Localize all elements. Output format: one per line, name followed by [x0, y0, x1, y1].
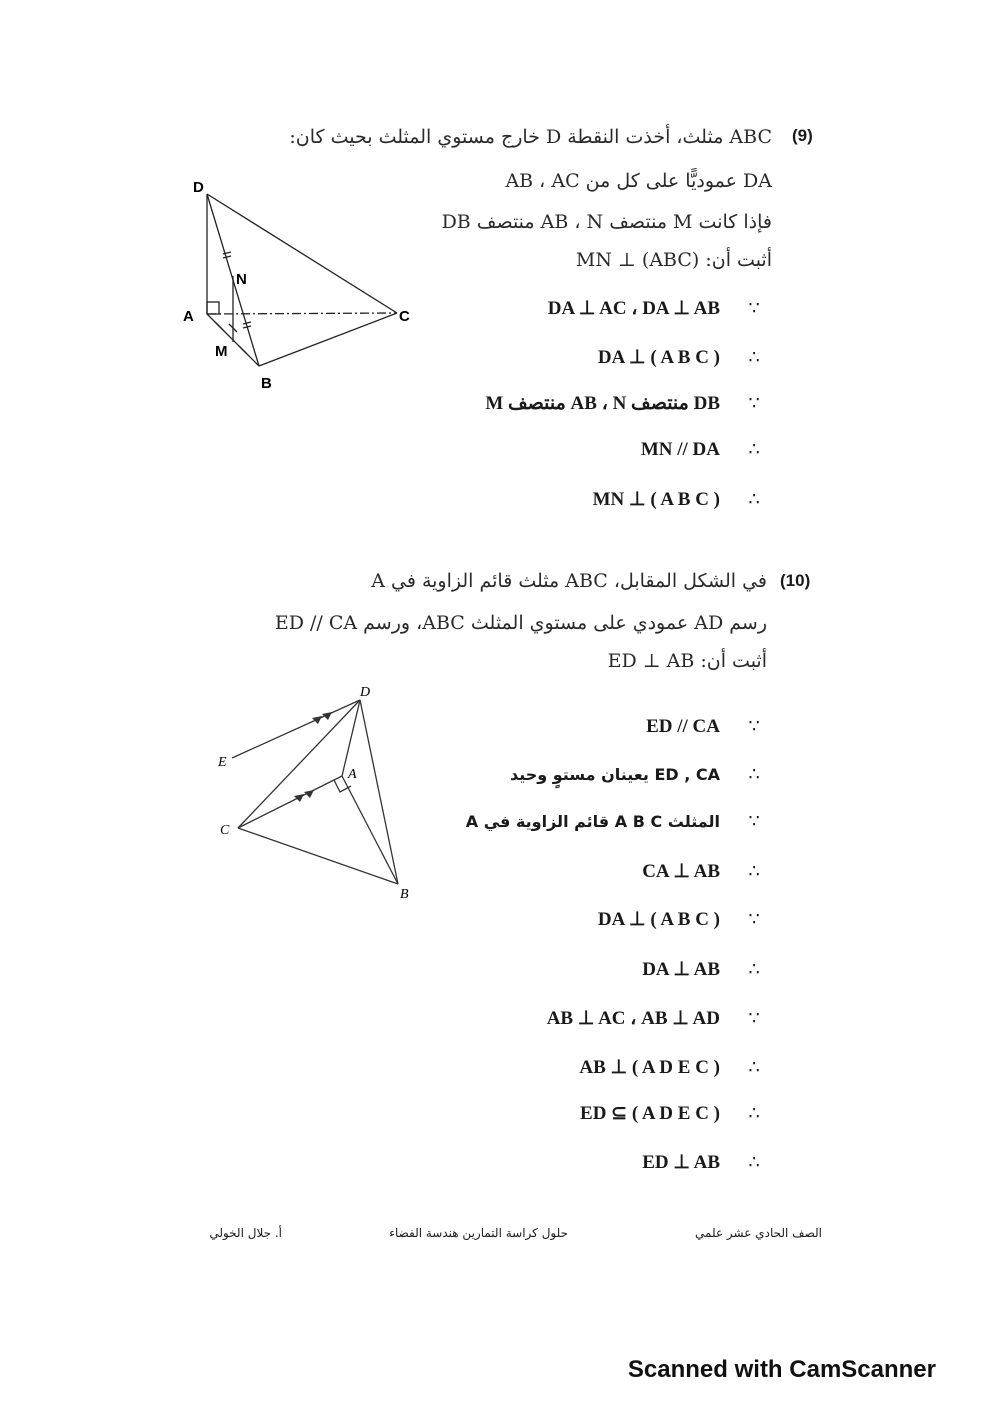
- step-symbol: ∴: [748, 959, 760, 980]
- p10-step-6: [642, 958, 760, 981]
- step-symbol: ∴: [748, 861, 760, 882]
- step-text: DA ⊥ AC ، DA ⊥ AB: [547, 298, 720, 319]
- step-text: المثلث A B C قائم الزاوية في A: [465, 812, 720, 831]
- edge-CA: [238, 776, 342, 828]
- edge-ED: [232, 700, 360, 758]
- right-angle-mark: [207, 302, 219, 314]
- step-text: MN // DA: [640, 439, 720, 460]
- problem-9-number: (9): [792, 126, 813, 145]
- step-text: ED // CA: [646, 716, 720, 737]
- step-symbol: ∵: [748, 716, 760, 737]
- problem-10-statement-line-2: رسم AD عمودي على مستوي المثلث ABC، ورسم ED // CA: [274, 612, 767, 634]
- edge-DB: [360, 700, 398, 884]
- p9-step-3: [485, 392, 760, 415]
- p10-step-10: [642, 1151, 760, 1174]
- step-symbol: ∴: [748, 764, 760, 785]
- problem-9-statement-line-3: فإذا كانت M منتصف AB ، N منتصف DB: [441, 211, 772, 233]
- p9-step-4: [641, 439, 760, 461]
- step-symbol: ∴: [748, 439, 760, 460]
- problem-10-figure: [210, 680, 420, 905]
- p10-step-3: [466, 811, 760, 832]
- step-symbol: ∵: [748, 1008, 760, 1029]
- step-text: ED ⊆ ( A D E C ): [580, 1103, 720, 1124]
- label-B: B: [400, 887, 409, 902]
- step-symbol: ∵: [748, 811, 760, 832]
- step-text: DA ⊥ AB: [642, 959, 720, 980]
- problem-9-statement-line-1: ABC مثلث، أخذت النقطة D خارج مستوي المثلث بحيث كان:: [289, 126, 772, 148]
- p9-step-1: [548, 297, 760, 320]
- edge-DC: [238, 700, 360, 828]
- edge-BC: [259, 313, 397, 366]
- problem-10-statement-line-1: في الشكل المقابل، ABC مثلث قائم الزاوية في A: [371, 570, 767, 592]
- step-text: DA ⊥ ( A B C ): [597, 347, 720, 368]
- step-symbol: ∴: [748, 1057, 760, 1078]
- step-text: MN ⊥ ( A B C ): [592, 489, 720, 510]
- step-symbol: ∴: [748, 1152, 760, 1173]
- label-N: N: [236, 271, 247, 288]
- label-B: B: [261, 375, 272, 392]
- label-D: D: [193, 179, 204, 196]
- label-C: C: [399, 308, 410, 325]
- step-symbol: ∴: [748, 347, 760, 368]
- edge-DC: [207, 194, 397, 313]
- p9-step-5: [593, 488, 760, 511]
- footer-grade: الصف الحادي عشر علمي: [695, 1226, 822, 1240]
- label-A: A: [348, 767, 357, 782]
- label-A: A: [183, 308, 194, 325]
- footer-title: حلول كراسة التمارين هندسة الفضاء: [389, 1226, 568, 1240]
- p10-step-4: [642, 860, 760, 883]
- problem-9-figure: [175, 170, 425, 395]
- p10-step-9: [580, 1102, 760, 1125]
- step-symbol: ∴: [748, 1103, 760, 1124]
- edge-AC-dashed: [207, 313, 397, 314]
- camscanner-watermark: Scanned with CamScanner: [627, 1356, 936, 1383]
- label-C: C: [220, 823, 230, 838]
- p10-step-5: [598, 908, 760, 931]
- label-M: M: [215, 343, 228, 360]
- label-E: E: [218, 755, 227, 770]
- p10-step-8: [579, 1056, 760, 1079]
- step-text: ED ⊥ AB: [642, 1152, 720, 1173]
- step-text: AB ⊥ AC ، AB ⊥ AD: [546, 1008, 720, 1029]
- step-symbol: ∵: [748, 909, 760, 930]
- step-symbol: ∵: [748, 298, 760, 319]
- step-text: ED , CA يعينان مستوٍ وحيد: [509, 765, 720, 784]
- p10-step-7: [547, 1007, 760, 1030]
- problem-10-number: (10): [780, 571, 811, 590]
- label-D: D: [360, 685, 371, 700]
- p9-step-2: [598, 346, 760, 369]
- step-text: DA ⊥ ( A B C ): [597, 909, 720, 930]
- footer-author: أ. جلال الخولي: [209, 1226, 282, 1240]
- step-text: M منتصف AB ، N منتصف DB: [485, 393, 720, 414]
- step-text: AB ⊥ ( A D E C ): [579, 1057, 720, 1078]
- p10-step-1: [646, 716, 760, 738]
- step-text: CA ⊥ AB: [642, 861, 720, 882]
- step-symbol: ∵: [748, 393, 760, 414]
- edge-DA: [342, 700, 360, 776]
- problem-10-statement-line-3: أثبت أن: ED ⊥ AB: [607, 650, 767, 672]
- problem-9-statement-line-2: DA عموديًّا على كل من AB ، AC: [505, 170, 772, 192]
- problem-9-statement-line-4: أثبت أن: MN ⊥ (ABC): [575, 249, 772, 271]
- step-symbol: ∴: [748, 489, 760, 510]
- p10-step-2: [510, 764, 760, 785]
